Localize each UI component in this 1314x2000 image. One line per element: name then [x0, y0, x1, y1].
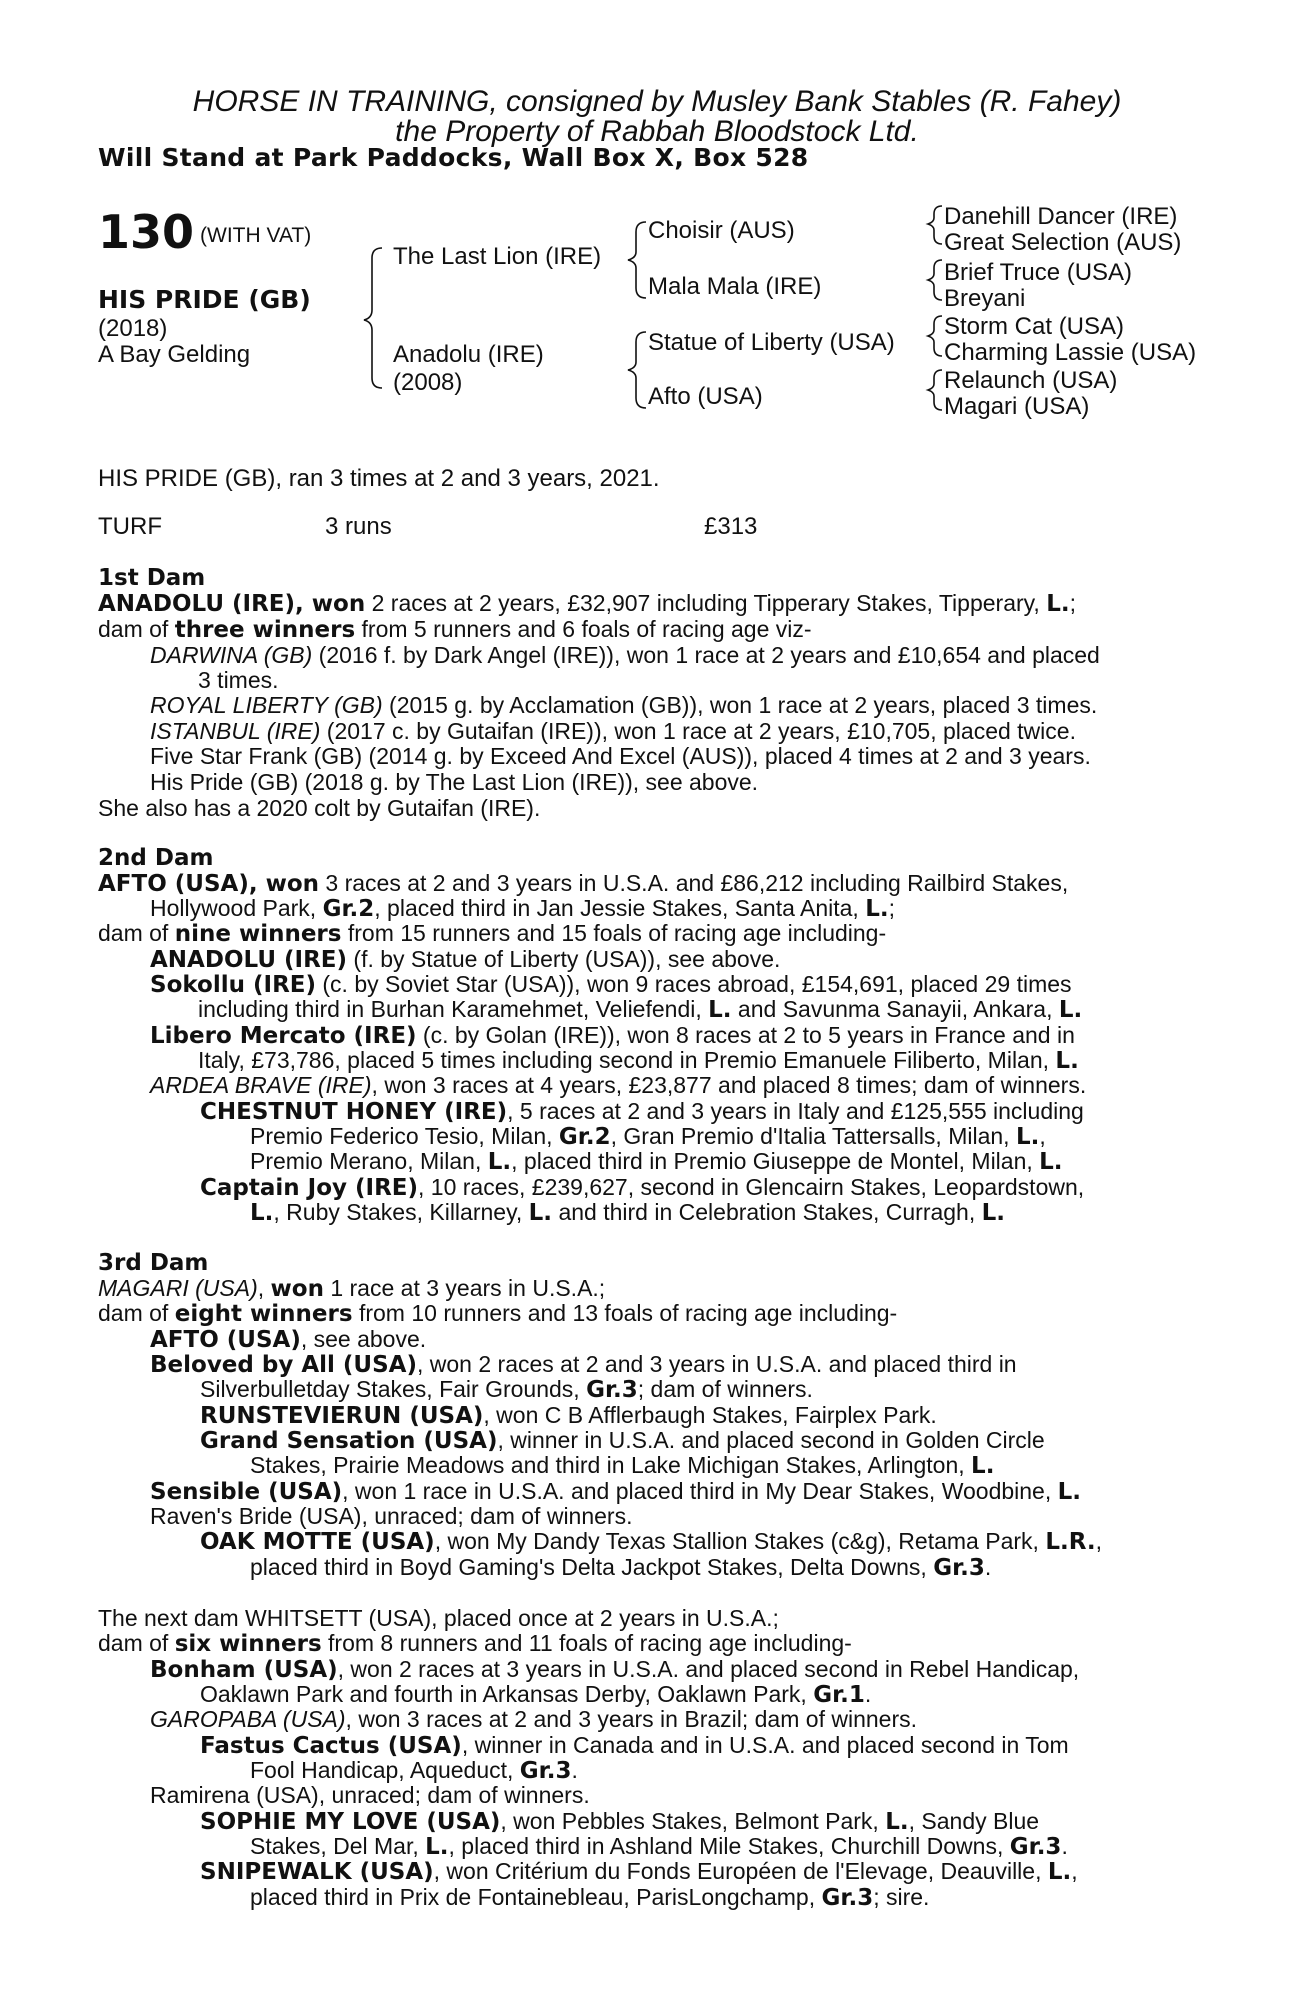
dam3-line: Beloved by All (USA), won 2 races at 2 and 3 years in U.S.A. and placed third in	[150, 1351, 1017, 1378]
dam2-line: dam of nine winners from 15 runners and 15 foals of racing age including-	[98, 920, 887, 947]
brace-g56	[928, 316, 942, 356]
horse-name: HIS PRIDE (GB)	[98, 285, 311, 314]
dam3-line: Sensible (USA), won 1 race in U.S.A. and placed third in My Dear Stakes, Woodbine, L.	[150, 1478, 1082, 1505]
record-summary: HIS PRIDE (GB), ran 3 times at 2 and 3 years, 2021.	[98, 465, 660, 492]
horse-year: (2018)	[98, 315, 168, 342]
dam4-line: The next dam WHITSETT (USA), placed once at 2 years in U.S.A.;	[98, 1605, 779, 1631]
dam: Anadolu (IRE)	[393, 341, 544, 368]
dam3-line: Silverbulletday Stakes, Fair Grounds, Gr.3; dam of winners.	[200, 1376, 813, 1403]
dam4-line: Fool Handicap, Aqueduct, Gr.3.	[250, 1757, 578, 1784]
grandparent-4: Breyani	[944, 285, 1026, 312]
dam4-line: Fastus Cactus (USA), winner in Canada and in U.S.A. and placed second in Tom	[200, 1732, 1069, 1759]
dam4-line: SNIPEWALK (USA), won Critérium du Fonds Européen de l'Elevage, Deauville, L.,	[200, 1858, 1078, 1885]
dam2-line: Premio Federico Tesio, Milan, Gr.2, Gran Premio d'Italia Tattersalls, Milan, L.,	[250, 1123, 1046, 1150]
grandparent-8: Magari (USA)	[944, 393, 1090, 420]
brace-sire	[628, 222, 646, 298]
dam3-line: Grand Sensation (USA), winner in U.S.A. and placed second in Golden Circle	[200, 1427, 1045, 1454]
dam3-line: MAGARI (USA), won 1 race at 3 years in U.S.A.;	[98, 1275, 606, 1302]
lot-number: 130	[98, 205, 195, 259]
dam4-line: Bonham (USA), won 2 races at 3 years in U.S.A. and placed second in Rebel Handicap,	[150, 1656, 1080, 1683]
dam1-line: dam of three winners from 5 runners and 6 foals of racing age viz-	[98, 616, 812, 643]
grandparent-1: Danehill Dancer (IRE)	[944, 203, 1178, 230]
record-earnings: £313	[704, 513, 758, 540]
grandparent-6: Charming Lassie (USA)	[944, 339, 1197, 366]
dam3-line: OAK MOTTE (USA), won My Dandy Texas Stallion Stakes (c&g), Retama Park, L.R.,	[200, 1528, 1102, 1555]
brace-g78	[928, 370, 942, 410]
dam-year: (2008)	[393, 369, 463, 396]
dam1-line: Five Star Frank (GB) (2014 g. by Exceed And Excel (AUS)), placed 4 times at 2 and 3 years.	[150, 743, 1091, 769]
dam3-line: AFTO (USA), see above.	[150, 1326, 427, 1353]
sire: The Last Lion (IRE)	[393, 243, 602, 270]
dam4-line: Oaklawn Park and fourth in Arkansas Derby, Oaklawn Park, Gr.1.	[200, 1681, 872, 1708]
dam1-line: ANADOLU (IRE), won 2 races at 2 years, £32,907 including Tipperary Stakes, Tipperary, L.;	[98, 590, 1077, 617]
dam-dam: Afto (USA)	[648, 383, 763, 410]
dam2-line: Italy, £73,786, placed 5 times including second in Premio Emanuele Filiberto, Milan, L.	[198, 1047, 1079, 1074]
dam3-line: Raven's Bride (USA), unraced; dam of winners.	[150, 1503, 633, 1529]
stand-line: Will Stand at Park Paddocks, Wall Box X, Box 528	[98, 143, 809, 172]
brace-dam	[628, 332, 646, 408]
dam4-line: Stakes, Del Mar, L., placed third in Ashland Mile Stakes, Churchill Downs, Gr.3.	[250, 1833, 1068, 1860]
dam1-line: She also has a 2020 colt by Gutaifan (IRE).	[98, 795, 541, 821]
dam2-line: AFTO (USA), won 3 races at 2 and 3 years in U.S.A. and £86,212 including Railbird Stakes,	[98, 870, 1069, 897]
dam4-line: placed third in Prix de Fontainebleau, ParisLongchamp, Gr.3; sire.	[250, 1884, 930, 1911]
dam2-line: ARDEA BRAVE (IRE), won 3 races at 4 years, £23,877 and placed 8 times; dam of winners.	[150, 1072, 1087, 1098]
dam2-line: Libero Mercato (IRE) (c. by Golan (IRE)), won 8 races at 2 to 5 years in France and in	[150, 1022, 1075, 1049]
dam2-line: Captain Joy (IRE), 10 races, £239,627, second in Glencairn Stakes, Leopardstown,	[200, 1174, 1085, 1201]
dam2-line: ANADOLU (IRE) (f. by Statue of Liberty (USA)), see above.	[150, 946, 781, 973]
consignor-line: HORSE IN TRAINING, consigned by Musley Bank Stables (R. Fahey)	[192, 85, 1122, 118]
horse-description: A Bay Gelding	[98, 341, 251, 368]
dam2-line: Hollywood Park, Gr.2, placed third in Jan Jessie Stakes, Santa Anita, L.;	[150, 895, 896, 922]
dam-sire: Statue of Liberty (USA)	[648, 329, 895, 356]
dam3-line: placed third in Boyd Gaming's Delta Jackpot Stakes, Delta Downs, Gr.3.	[250, 1554, 992, 1581]
dam2-line: Sokollu (IRE) (c. by Soviet Star (USA)), won 9 races abroad, £154,691, placed 29 times	[150, 971, 1072, 998]
dam4-line: GAROPABA (USA), won 3 races at 2 and 3 years in Brazil; dam of winners.	[150, 1706, 917, 1732]
lot-vat: (WITH VAT)	[200, 224, 312, 247]
dam1-line: ISTANBUL (IRE) (2017 c. by Gutaifan (IRE)), won 1 race at 2 years, £10,705, placed twice.	[150, 718, 1076, 744]
dam4-line: dam of six winners from 8 runners and 11 foals of racing age including-	[98, 1630, 852, 1657]
brace-g12	[928, 206, 942, 244]
dam4-line: SOPHIE MY LOVE (USA), won Pebbles Stakes, Belmont Park, L., Sandy Blue	[200, 1808, 1040, 1835]
dam1-line: 3 times.	[198, 667, 279, 693]
grandparent-2: Great Selection (AUS)	[944, 229, 1182, 256]
dam1-line: DARWINA (GB) (2016 f. by Dark Angel (IRE)), won 1 race at 2 years and £10,654 and placed	[150, 642, 1100, 668]
sire-sire: Choisir (AUS)	[648, 217, 795, 244]
grandparent-5: Storm Cat (USA)	[944, 313, 1125, 340]
grandparent-7: Relaunch (USA)	[944, 367, 1118, 394]
dam1-line: His Pride (GB) (2018 g. by The Last Lion (IRE)), see above.	[150, 769, 759, 795]
brace-g34	[928, 260, 942, 300]
dam1-line: ROYAL LIBERTY (GB) (2015 g. by Acclamation (GB)), won 1 race at 2 years, placed 3 times.	[150, 692, 1098, 718]
dam3-line: dam of eight winners from 10 runners and 13 foals of racing age including-	[98, 1300, 898, 1327]
dam2-line: L., Ruby Stakes, Killarney, L. and third in Celebration Stakes, Curragh, L.	[250, 1199, 1006, 1226]
property-line: the Property of Rabbah Bloodstock Ltd.	[395, 115, 919, 148]
sire-dam: Mala Mala (IRE)	[648, 273, 822, 300]
dam2-line: CHESTNUT HONEY (IRE), 5 races at 2 and 3 years in Italy and £125,555 including	[200, 1098, 1084, 1125]
record-surface: TURF	[98, 513, 162, 540]
dam3-heading: 3rd Dam	[98, 1250, 209, 1276]
dam2-heading: 2nd Dam	[98, 845, 214, 871]
record-runs: 3 runs	[325, 513, 392, 540]
dam2-line: including third in Burhan Karamehmet, Veliefendi, L. and Savunma Sanayii, Ankara, L.	[198, 996, 1083, 1023]
dam2-line: Premio Merano, Milan, L., placed third in Premio Giuseppe de Montel, Milan, L.	[250, 1148, 1063, 1175]
dam3-line: Stakes, Prairie Meadows and third in Lake Michigan Stakes, Arlington, L.	[250, 1452, 995, 1479]
dam4-line: Ramirena (USA), unraced; dam of winners.	[150, 1782, 590, 1808]
brace-main	[364, 248, 382, 388]
dam1-heading: 1st Dam	[98, 565, 206, 591]
dam3-line: RUNSTEVIERUN (USA), won C B Afflerbaugh Stakes, Fairplex Park.	[200, 1402, 937, 1429]
grandparent-3: Brief Truce (USA)	[944, 259, 1133, 286]
